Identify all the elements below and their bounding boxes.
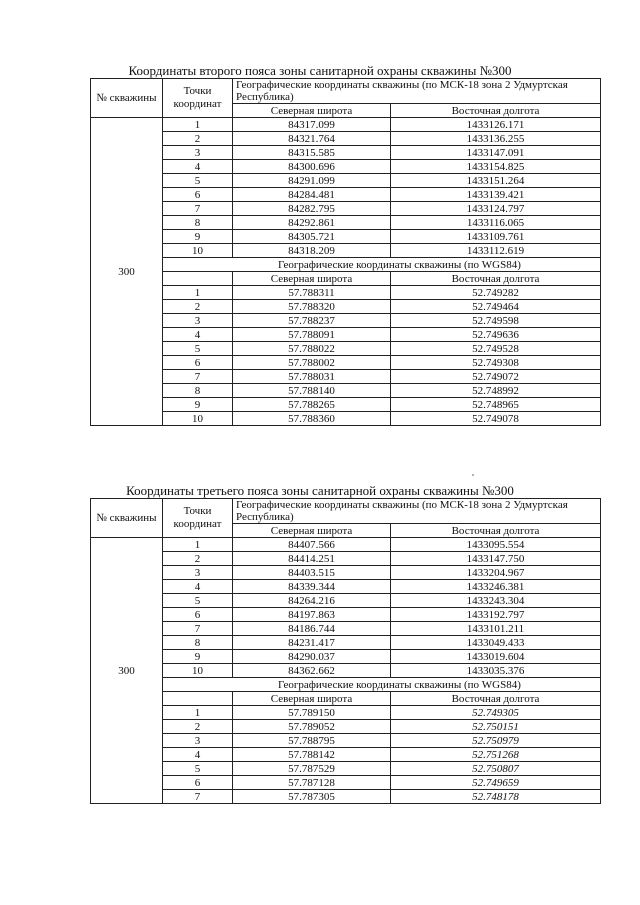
table-row xyxy=(91,636,601,650)
header-geo-msk: Географические координаты скважины (по МСК-18 зона 2 Удмуртская Республика) xyxy=(233,499,601,524)
east-value: 52.749282 xyxy=(391,286,601,300)
point-number: 9 xyxy=(163,650,233,664)
header-north: Северная широта xyxy=(233,692,391,706)
point-number: 3 xyxy=(163,734,233,748)
north-value: 57.788265 xyxy=(233,398,391,412)
table-row xyxy=(91,188,601,202)
coords-table-zone3 xyxy=(90,498,601,804)
table-row xyxy=(91,734,601,748)
north-value: 84407.566 xyxy=(233,538,391,552)
table1-title: Координаты второго пояса зоны санитарной охраны скважины №300 xyxy=(128,63,512,78)
north-value: 57.788142 xyxy=(233,748,391,762)
north-value: 84290.037 xyxy=(233,650,391,664)
east-value: 1433147.750 xyxy=(391,552,601,566)
table-row xyxy=(91,384,601,398)
east-value: 52.748992 xyxy=(391,384,601,398)
east-value: 1433147.091 xyxy=(391,146,601,160)
east-value: 1433101.211 xyxy=(391,622,601,636)
north-value: 84339.344 xyxy=(233,580,391,594)
point-number: 4 xyxy=(163,328,233,342)
table-row xyxy=(91,230,601,244)
east-value: 1433109.761 xyxy=(391,230,601,244)
east-value: 52.749598 xyxy=(391,314,601,328)
point-number: 3 xyxy=(163,314,233,328)
subheader-row xyxy=(91,258,601,272)
header-east: Восточная долгота xyxy=(391,524,601,538)
table-row xyxy=(91,216,601,230)
point-number: 10 xyxy=(163,244,233,258)
table-row xyxy=(91,608,601,622)
north-value: 84317.099 xyxy=(233,118,391,132)
east-value: 1433154.825 xyxy=(391,160,601,174)
table-row xyxy=(91,594,601,608)
east-value: 1433112.619 xyxy=(391,244,601,258)
north-value: 84300.696 xyxy=(233,160,391,174)
header-points: Точки координат xyxy=(163,79,233,118)
table-row xyxy=(91,160,601,174)
point-number: 1 xyxy=(163,286,233,300)
point-number: 6 xyxy=(163,608,233,622)
point-number: 7 xyxy=(163,790,233,804)
table-row xyxy=(91,412,601,426)
table-row xyxy=(91,286,601,300)
header-east: Восточная долгота xyxy=(391,692,601,706)
point-number: 8 xyxy=(163,636,233,650)
header-geo-msk: Географические координаты скважины (по МСК-18 зона 2 Удмуртская Республика) xyxy=(233,79,601,104)
table2-title: Координаты третьего пояса зоны санитарной охраны скважины №300 xyxy=(126,483,514,498)
east-value: 52.748178 xyxy=(391,790,601,804)
header-well-no: № скважины xyxy=(91,499,163,538)
table-row xyxy=(91,202,601,216)
table-row xyxy=(91,370,601,384)
point-number: 2 xyxy=(163,132,233,146)
north-value: 84403.515 xyxy=(233,566,391,580)
north-value: 84305.721 xyxy=(233,230,391,244)
header-north: Северная широта xyxy=(233,524,391,538)
point-number: 8 xyxy=(163,384,233,398)
point-number: 9 xyxy=(163,398,233,412)
point-number: 6 xyxy=(163,356,233,370)
north-value: 57.788237 xyxy=(233,314,391,328)
table-row xyxy=(91,720,601,734)
east-value: 1433124.797 xyxy=(391,202,601,216)
east-value: 52.749528 xyxy=(391,342,601,356)
east-value: 52.750151 xyxy=(391,720,601,734)
east-value: 1433035.376 xyxy=(391,664,601,678)
north-value: 57.789052 xyxy=(233,720,391,734)
table-row xyxy=(91,790,601,804)
east-value: 52.749308 xyxy=(391,356,601,370)
point-number: 7 xyxy=(163,370,233,384)
east-value: 1433151.264 xyxy=(391,174,601,188)
header-row xyxy=(91,79,601,104)
north-value: 84284.481 xyxy=(233,188,391,202)
east-value: 52.749305 xyxy=(391,706,601,720)
north-value: 57.788795 xyxy=(233,734,391,748)
point-number: 7 xyxy=(163,622,233,636)
point-number: 5 xyxy=(163,594,233,608)
table-row xyxy=(91,552,601,566)
table-row xyxy=(91,748,601,762)
table-row xyxy=(91,300,601,314)
north-value: 84321.764 xyxy=(233,132,391,146)
north-value: 57.787305 xyxy=(233,790,391,804)
table-row xyxy=(91,118,601,132)
header-east: Восточная долгота xyxy=(391,104,601,118)
north-value: 57.788320 xyxy=(233,300,391,314)
north-value: 84186.744 xyxy=(233,622,391,636)
east-value: 1433139.421 xyxy=(391,188,601,202)
east-value: 1433204.967 xyxy=(391,566,601,580)
east-value: 52.749636 xyxy=(391,328,601,342)
subheader-row xyxy=(91,678,601,692)
point-number: 2 xyxy=(163,720,233,734)
point-number: 8 xyxy=(163,216,233,230)
north-value: 57.789150 xyxy=(233,706,391,720)
north-value: 84197.863 xyxy=(233,608,391,622)
east-value: 52.749078 xyxy=(391,412,601,426)
east-value: 52.749072 xyxy=(391,370,601,384)
north-value: 57.788031 xyxy=(233,370,391,384)
table-row xyxy=(91,762,601,776)
header-east: Восточная долгота xyxy=(391,272,601,286)
table-row xyxy=(91,146,601,160)
point-number: 4 xyxy=(163,580,233,594)
east-value: 52.748965 xyxy=(391,398,601,412)
table-row xyxy=(91,174,601,188)
point-number: 2 xyxy=(163,552,233,566)
point-number: 2 xyxy=(163,300,233,314)
north-value: 57.788022 xyxy=(233,342,391,356)
header-row xyxy=(91,272,601,286)
north-value: 84292.861 xyxy=(233,216,391,230)
north-value: 84291.099 xyxy=(233,174,391,188)
header-row xyxy=(91,499,601,524)
point-number: 6 xyxy=(163,188,233,202)
north-value: 84318.209 xyxy=(233,244,391,258)
point-number: 9 xyxy=(163,230,233,244)
coords-table-zone2 xyxy=(90,78,601,426)
north-value: 57.787529 xyxy=(233,762,391,776)
east-value: 1433243.304 xyxy=(391,594,601,608)
east-value: 1433192.797 xyxy=(391,608,601,622)
scan-speck xyxy=(472,474,474,476)
table-row xyxy=(91,328,601,342)
east-value: 1433019.604 xyxy=(391,650,601,664)
point-number: 5 xyxy=(163,762,233,776)
table-row xyxy=(91,776,601,790)
point-number: 5 xyxy=(163,342,233,356)
north-value: 84264.216 xyxy=(233,594,391,608)
north-value: 84315.585 xyxy=(233,146,391,160)
point-number: 4 xyxy=(163,160,233,174)
east-value: 1433095.554 xyxy=(391,538,601,552)
point-number: 6 xyxy=(163,776,233,790)
north-value: 57.788091 xyxy=(233,328,391,342)
east-value: 1433126.171 xyxy=(391,118,601,132)
point-number: 10 xyxy=(163,664,233,678)
well-number: 300 xyxy=(91,538,163,804)
table-row xyxy=(91,650,601,664)
header-row xyxy=(91,692,601,706)
header-geo-wgs: Географические координаты скважины (по WGS84) xyxy=(163,678,601,692)
table-row xyxy=(91,132,601,146)
north-value: 84282.795 xyxy=(233,202,391,216)
table-row xyxy=(91,664,601,678)
header-north: Северная широта xyxy=(233,272,391,286)
point-number: 1 xyxy=(163,706,233,720)
table-row xyxy=(91,538,601,552)
north-value: 57.788140 xyxy=(233,384,391,398)
header-points: Точки координат xyxy=(163,499,233,538)
blank-cell xyxy=(163,272,233,286)
point-number: 3 xyxy=(163,146,233,160)
east-value: 52.750979 xyxy=(391,734,601,748)
north-value: 84414.251 xyxy=(233,552,391,566)
north-value: 84231.417 xyxy=(233,636,391,650)
table-row xyxy=(91,342,601,356)
table-row xyxy=(91,580,601,594)
table-row xyxy=(91,566,601,580)
table-row xyxy=(91,398,601,412)
north-value: 57.787128 xyxy=(233,776,391,790)
header-geo-wgs: Географические координаты скважины (по WGS84) xyxy=(163,258,601,272)
north-value: 84362.662 xyxy=(233,664,391,678)
well-number: 300 xyxy=(91,118,163,426)
blank-cell xyxy=(163,692,233,706)
east-value: 1433136.255 xyxy=(391,132,601,146)
table-row xyxy=(91,622,601,636)
table-row xyxy=(91,356,601,370)
table-row xyxy=(91,314,601,328)
east-value: 1433246.381 xyxy=(391,580,601,594)
header-well-no: № скважины xyxy=(91,79,163,118)
east-value: 52.749464 xyxy=(391,300,601,314)
table-row xyxy=(91,706,601,720)
east-value: 52.749659 xyxy=(391,776,601,790)
header-north: Северная широта xyxy=(233,104,391,118)
north-value: 57.788002 xyxy=(233,356,391,370)
point-number: 1 xyxy=(163,538,233,552)
north-value: 57.788311 xyxy=(233,286,391,300)
point-number: 10 xyxy=(163,412,233,426)
point-number: 1 xyxy=(163,118,233,132)
point-number: 5 xyxy=(163,174,233,188)
east-value: 52.750807 xyxy=(391,762,601,776)
north-value: 57.788360 xyxy=(233,412,391,426)
east-value: 52.751268 xyxy=(391,748,601,762)
east-value: 1433116.065 xyxy=(391,216,601,230)
point-number: 4 xyxy=(163,748,233,762)
point-number: 3 xyxy=(163,566,233,580)
east-value: 1433049.433 xyxy=(391,636,601,650)
table-row xyxy=(91,244,601,258)
point-number: 7 xyxy=(163,202,233,216)
